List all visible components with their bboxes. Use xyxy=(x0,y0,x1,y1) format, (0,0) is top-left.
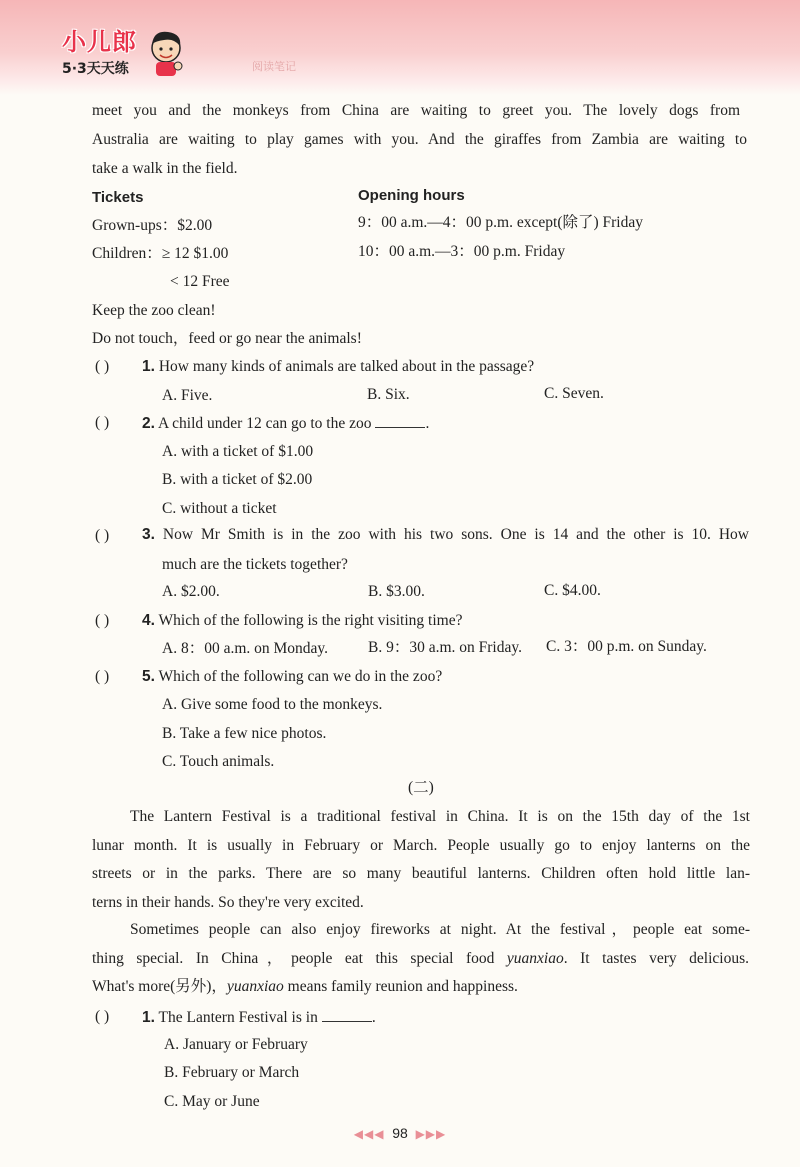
hours-friday: 10：00 a.m.—3：00 p.m. Friday xyxy=(358,243,566,260)
option-b: B. $3.00. xyxy=(368,583,425,600)
option-a: A. Five. xyxy=(162,387,213,404)
page-footer xyxy=(0,1125,800,1141)
prev-arrows-icon: ◀◀◀ xyxy=(353,1127,385,1141)
price-grownups: Grown-ups：$2.00 xyxy=(92,217,213,234)
option-a: A. January or February xyxy=(164,1036,308,1053)
mascot-boy-icon xyxy=(146,28,186,78)
option-c: C. $4.00. xyxy=(544,582,601,599)
question-text: 1. How many kinds of animals are talked about in the passage? xyxy=(142,358,535,375)
option-c: C. May or June xyxy=(164,1093,260,1110)
question-text: 1. The Lantern Festival is in . xyxy=(142,1009,376,1026)
answer-blank[interactable]: ( ) xyxy=(95,612,110,629)
option-a: A. $2.00. xyxy=(162,583,220,600)
price-children-under: < 12 Free xyxy=(170,273,230,290)
answer-blank[interactable]: ( ) xyxy=(95,527,110,544)
price-children: Children：≥ 12 $1.00 xyxy=(92,245,229,262)
option-b: B. with a ticket of $2.00 xyxy=(162,471,313,488)
question-text: 2. A child under 12 can go to the zoo . xyxy=(142,415,430,432)
hours-title: Opening hours xyxy=(358,187,465,204)
brand-subtitle: 5·3天天练 xyxy=(62,61,129,77)
option-a: A. Give some food to the monkeys. xyxy=(162,696,383,713)
option-c: C. 3：00 p.m. on Sunday. xyxy=(546,638,707,655)
passage-line: take a walk in the field. xyxy=(92,160,238,177)
section-heading: (二) xyxy=(408,779,434,796)
option-c: C. without a ticket xyxy=(162,500,277,517)
option-b: B. Six. xyxy=(367,386,410,403)
option-b: B. February or March xyxy=(164,1064,300,1081)
passage-line: The Lantern Festival is a traditional festival in China. It is on the 15th day of the 1st xyxy=(130,808,750,825)
rule-touch: Do not touch，feed or go near the animals! xyxy=(92,330,362,347)
answer-blank[interactable]: ( ) xyxy=(95,358,110,375)
option-c: C. Seven. xyxy=(544,385,604,402)
option-b: B. Take a few nice photos. xyxy=(162,725,327,742)
fill-blank[interactable] xyxy=(375,415,425,428)
question-text-cont: much are the tickets together? xyxy=(162,556,348,573)
page-header xyxy=(0,0,800,95)
option-a: A. with a ticket of $1.00 xyxy=(162,443,314,460)
page-number: 98 xyxy=(392,1125,408,1141)
passage-line: thing special. In China，people eat this special food yuanxiao. It tastes very delicious. xyxy=(92,950,749,967)
option-a: A. 8：00 a.m. on Monday. xyxy=(162,640,329,657)
answer-blank[interactable]: ( ) xyxy=(95,668,110,685)
next-arrows-icon: ▶▶▶ xyxy=(415,1127,447,1141)
rule-clean: Keep the zoo clean! xyxy=(92,302,216,319)
question-text: 4. Which of the following is the right visiting time? xyxy=(142,612,463,629)
passage-line: meet you and the monkeys from China are waiting to greet you. The lovely dogs from xyxy=(92,102,740,119)
option-b: B. 9：30 a.m. on Friday. xyxy=(368,639,522,656)
passage-line: lunar month. It is usually in February or March. People usually go to enjoy lanterns on the xyxy=(92,837,750,854)
answer-blank[interactable]: ( ) xyxy=(95,1008,110,1025)
passage-line: streets or in the parks. There are so many beautiful lanterns. Children often hold little lan- xyxy=(92,865,750,882)
passage-line: What's more(另外)，yuanxiao means family reunion and happiness. xyxy=(92,978,518,995)
fill-blank[interactable] xyxy=(322,1009,372,1022)
tickets-title: Tickets xyxy=(92,189,144,206)
option-c: C. Touch animals. xyxy=(162,753,275,770)
hours-weekday: 9：00 a.m.—4：00 p.m. except(除了) Friday xyxy=(358,214,643,231)
header-faint-text: 阅读笔记 xyxy=(252,60,296,73)
answer-blank[interactable]: ( ) xyxy=(95,414,110,431)
passage-line: Sometimes people can also enjoy fireworks at night. At the festival，people eat some- xyxy=(130,921,750,938)
question-text: 5. Which of the following can we do in the zoo? xyxy=(142,668,443,685)
passage-line: terns in their hands. So they're very excited. xyxy=(92,894,364,911)
brand-logo: 小儿郎 xyxy=(62,28,137,56)
question-text: 3. Now Mr Smith is in the zoo with his two sons. One is 14 and the other is 10. How xyxy=(142,526,750,543)
passage-line: Australia are waiting to play games with you. And the giraffes from Zambia are waiting to xyxy=(92,131,747,148)
